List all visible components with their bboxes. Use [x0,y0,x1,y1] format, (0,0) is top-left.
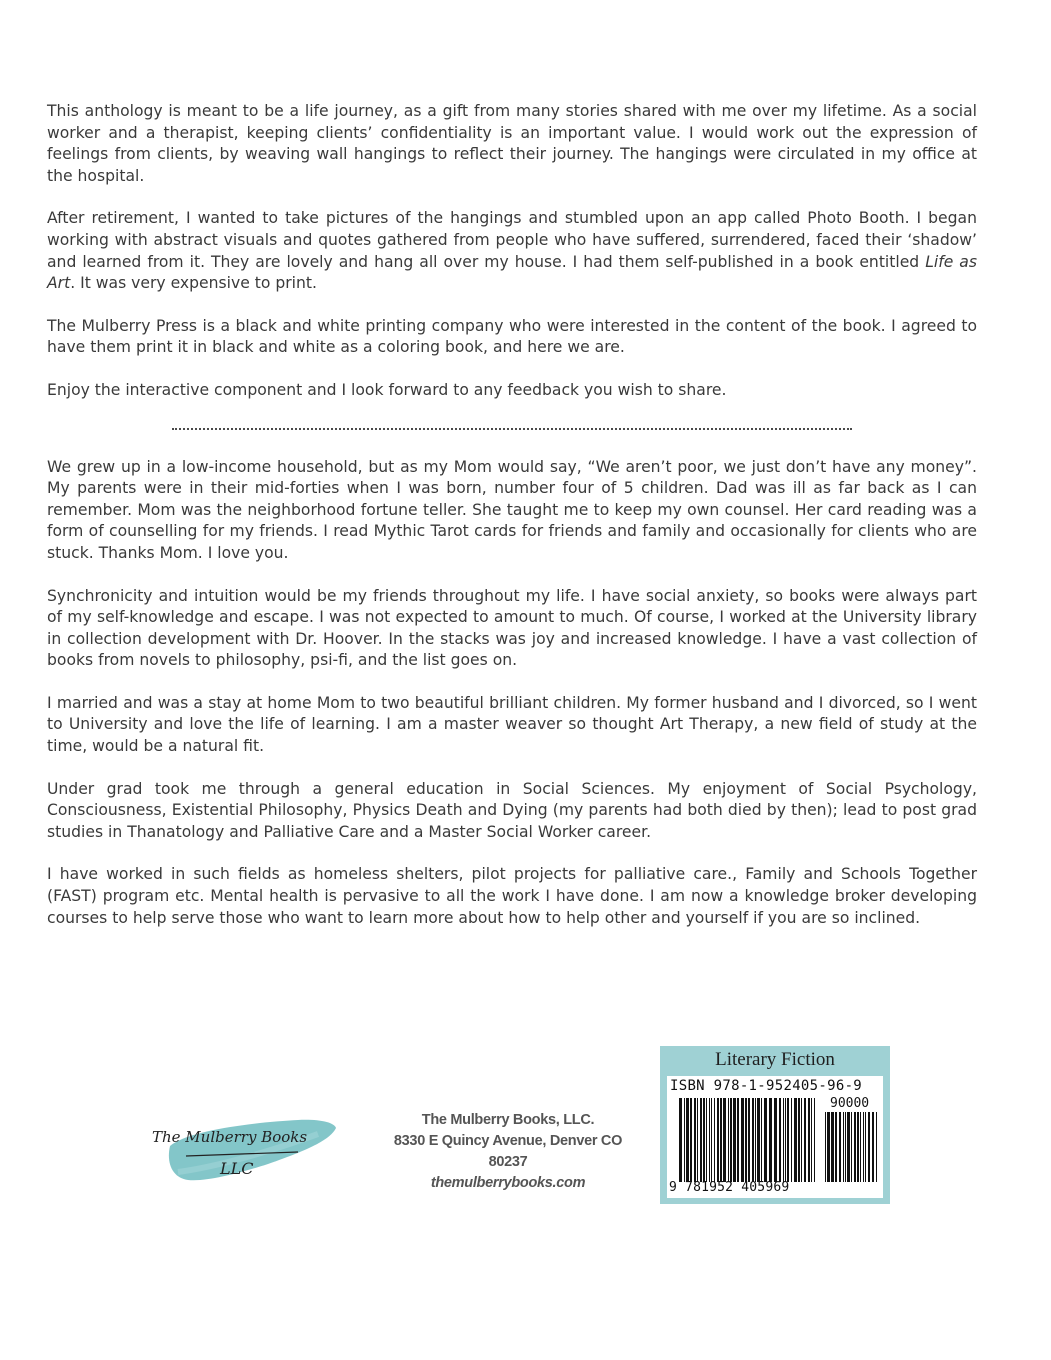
barcode-bar [851,1112,852,1182]
barcode-bar [785,1098,786,1182]
paragraph-enjoy: Enjoy the interactive component and I look forward to any feedback you wish to share. [47,380,727,399]
barcode-bar [865,1112,866,1182]
barcode-bar [804,1098,806,1182]
dotted-divider [172,428,852,430]
barcode-bar [717,1098,719,1182]
paragraph-retirement-before: After retirement, I wanted to take pictures of the hangings and stumbled upon an app called Photo Booth. I began working with abstract visuals and quotes gathered from people who have suffered, surrendered, faced their ‘shadow’ and learned from it. They are lovely and hang all over my house. I had them self-published in a book entitled [47,209,977,271]
paragraph-mulberry-press: The Mulberry Press is a black and white printing company who were interested in the content of the book. I agreed to have them print it in black and white as a coloring book, and here we are. [47,316,977,357]
paragraph-work: I have worked in such fields as homeless shelters, pilot projects for palliative care., Family and Schools Together (FAST) program etc. Mental health is pervasive to all the work I have done. I am now a knowledge broker developing courses to help serve those who want to learn more about how to help other and yourself if you are so inclined. [47,865,977,927]
barcode-bar [774,1098,777,1182]
barcode-bar [684,1098,685,1182]
barcode-bar [779,1098,781,1182]
paragraph-anthology: This anthology is meant to be a life journey, as a gift from many stories shared with me over my lifetime. As a social worker and a therapist, keeping clients’ confidentiality is an important value. I would work out the expression of feelings from clients, by weaving wall hangings to reflect their journey. The hangings were circulated in my office at the hospital. [47,102,977,185]
barcode-bar [764,1098,767,1182]
barcode-bar [745,1098,747,1182]
barcode-bar [679,1098,682,1182]
barcode-bar [709,1098,710,1182]
barcode-bar [831,1112,834,1182]
barcode-bar [791,1098,792,1182]
isbn-number: ISBN 978-1-952405-96-9 [670,1078,863,1094]
barcode-bar [690,1098,692,1182]
paragraph-childhood: We grew up in a low-income household, but as my Mom would say, “We aren’t poor, we just don’t have any money”. My parents were in their mid-forties when I was born, number four of 5 children. Dad was ill as far back as I can remember. Mom was the neighborhood fortune teller. She taught me to keep my own counsel. Her card reading was a form of counselling for my friends. I read Mythic Tarot cards for friends and family and occasionally for clients who are stuck. Thanks Mom. I love you. [47,457,977,562]
book-title-life-as-art: Life as Art [47,252,977,293]
price-code: 90000 [830,1096,870,1111]
paragraph-retirement-after: . It was very expensive to print. [70,274,317,293]
barcode-digits: 9 781952 405969 [669,1180,790,1195]
barcode-bar [854,1112,856,1182]
paragraph-married: I married and was a stay at home Mom to two beautiful brilliant children. My former husband and I divorced, so I went to University and love the life of learning. I am a master weaver so thought Art Therapy, a new field of study at the time, would be a natural fit. [47,693,977,756]
barcode-bar [733,1098,736,1182]
barcode-bar [827,1112,830,1182]
publisher-website: themulberrybooks.com [430,1175,586,1191]
barcode-panel [667,1076,883,1198]
barcode-bar [720,1098,722,1182]
barcode-bar [694,1098,696,1182]
barcode-bar [860,1112,861,1182]
barcode-bar [847,1112,850,1182]
barcode-bar [711,1098,712,1182]
body-text [47,101,977,950]
barcode-bar [737,1098,739,1182]
barcode-bar [700,1098,702,1182]
barcode-bar [757,1098,760,1182]
barcode-bar [769,1098,772,1182]
barcode-bar [783,1098,784,1182]
barcode-bar [825,1112,826,1182]
barcode-bar [748,1098,750,1182]
svg-text:The Mulberry Books: The Mulberry Books [152,1128,308,1146]
barcode-bar [730,1098,732,1182]
barcode-bar [761,1098,762,1182]
barcode-bar [863,1112,864,1182]
barcode-bar [857,1112,859,1182]
price-barcode [825,1112,877,1182]
barcode-bar [686,1098,689,1182]
publisher-info [382,1110,634,1194]
barcode-bar [714,1098,715,1182]
barcode-bar [811,1098,812,1182]
barcode-bar [839,1112,841,1182]
isbn-box [660,1046,890,1204]
paragraph-undergrad: Under grad took me through a general education in Social Sciences. My enjoyment of Social Psychology, Consciousness, Existential Philosophy, Physics Death and Dying (my parents had both died by then); lead to post grad studies in Thanatology and Palliative Care and a Master Social Worker career. [47,779,977,841]
barcode-bar [755,1098,756,1182]
mulberry-books-logo [148,1112,340,1190]
barcode-bar [787,1098,789,1182]
svg-text:LLC: LLC [220,1159,254,1178]
publisher-address: 8330 E Quincy Avenue, Denver CO 80237 [393,1133,623,1170]
barcode-bar [843,1112,844,1182]
paragraph-synchronicity: Synchronicity and intuition would be my friends throughout my life. I have social anxiety, so books were always part of my self-knowledge and escape. I was not expected to amount to much. Of course, I worked at the University library in collection development with Dr. Hoover. In the stacks was joy and increased knowledge. I have a vast collection of books from novels to philosophy, psi-fi, and the list goes on. [47,586,977,670]
barcode-bar [741,1098,744,1182]
genre-label: Literary Fiction [715,1049,835,1070]
barcode-bar [814,1098,815,1182]
barcode-bar [845,1112,846,1182]
barcode-bar [703,1098,705,1182]
barcode-bar [872,1112,874,1182]
barcode-bar [876,1112,877,1182]
barcode-bar [868,1112,870,1182]
barcode-bar [794,1098,797,1182]
barcode-bar [697,1098,698,1182]
publisher-name: The Mulberry Books, LLC. [421,1112,595,1128]
barcode-bar [752,1098,754,1182]
barcode-bar [798,1098,800,1182]
barcode-bar [723,1098,726,1182]
isbn-barcode [679,1098,815,1182]
barcode-bar [728,1098,729,1182]
barcode-bar [706,1098,707,1182]
barcode-bar [835,1112,837,1182]
barcode-bar [808,1098,810,1182]
barcode-bar [801,1098,802,1182]
paragraph-retirement [47,208,977,294]
